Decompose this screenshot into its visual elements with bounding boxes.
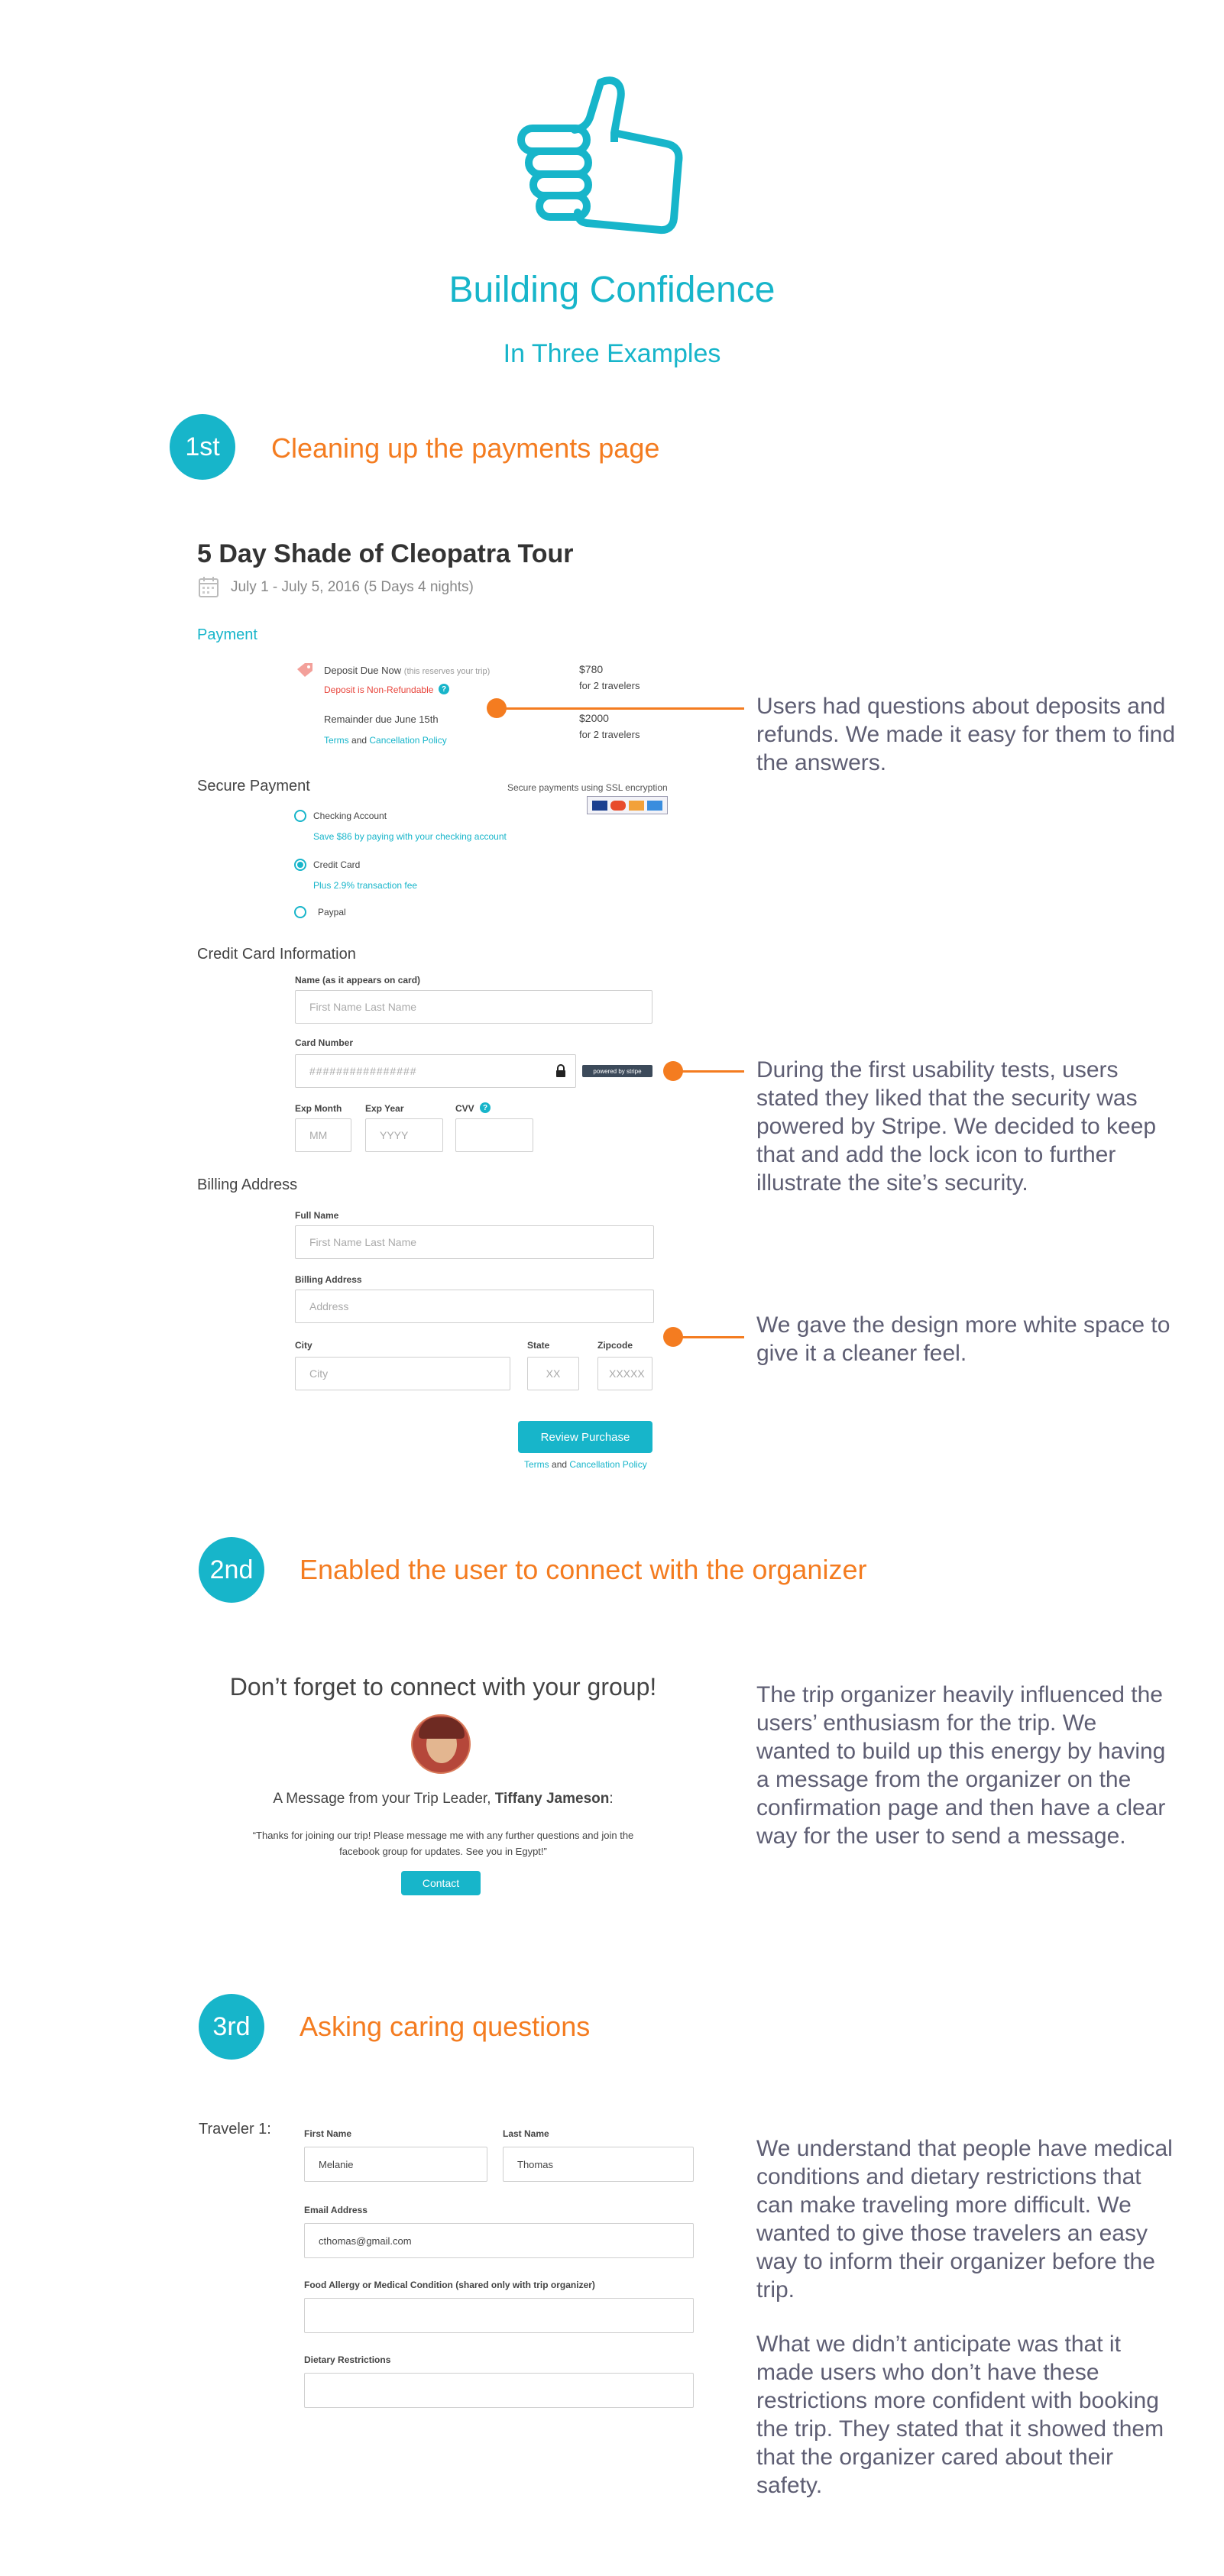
- ssl-text: Secure payments using SSL encryption: [507, 782, 668, 793]
- option-credit-label: Credit Card: [313, 859, 361, 870]
- note-caring-a: We understand that people have medical conditions and dietary restrictions that can make traveling more difficult. We wanted to give those travelers an easy way to inform their organizer before the trip.: [756, 2136, 1173, 2303]
- remainder-travelers: for 2 travelers: [579, 729, 640, 740]
- leader-name: Tiffany Jameson: [494, 1791, 610, 1807]
- review-terms-link[interactable]: Terms: [524, 1459, 549, 1470]
- allergy-input[interactable]: [304, 2298, 694, 2333]
- state-input[interactable]: XX: [527, 1357, 579, 1390]
- review-cancellation-link[interactable]: Cancellation Policy: [569, 1459, 647, 1470]
- section-title-1: Cleaning up the payments page: [271, 432, 660, 464]
- exp-month-label: Exp Month: [295, 1103, 342, 1114]
- cc-heading: Credit Card Information: [197, 946, 356, 963]
- card-number-label: Card Number: [295, 1037, 354, 1048]
- help-icon[interactable]: ?: [439, 684, 449, 694]
- terms-links: Terms and Cancellation Policy: [324, 735, 447, 746]
- cancellation-link[interactable]: Cancellation Policy: [369, 735, 447, 746]
- tour-dates: July 1 - July 5, 2016 (5 Days 4 nights): [231, 579, 474, 595]
- price-tag-icon: [296, 662, 314, 678]
- stripe-badge: powered by stripe: [582, 1065, 652, 1077]
- connect-heading: Don’t forget to connect with your group!: [229, 1673, 657, 1701]
- option-paypal-label: Paypal: [318, 907, 346, 917]
- cvv-help-icon[interactable]: ?: [480, 1102, 491, 1113]
- card-name-input[interactable]: First Name Last Name: [295, 990, 652, 1024]
- name-label: Name (as it appears on card): [295, 975, 421, 985]
- deposit-label: Deposit Due Now (this reserves your trip): [324, 665, 491, 676]
- deposit-travelers: for 2 travelers: [579, 680, 640, 691]
- traveler-label: Traveler 1:: [199, 2121, 271, 2137]
- radio-paypal[interactable]: [294, 906, 306, 918]
- deposit-warning: Deposit is Non-Refundable: [324, 684, 434, 695]
- discover-icon: [629, 801, 644, 811]
- cvv-label: CVV: [455, 1103, 474, 1114]
- zip-input[interactable]: XXXXX: [597, 1357, 652, 1390]
- callout-line-1: [504, 707, 744, 710]
- radio-checking[interactable]: [294, 810, 306, 822]
- page-title: Building Confidence: [448, 270, 776, 310]
- card-logos: [587, 796, 668, 814]
- city-label: City: [295, 1340, 312, 1351]
- cvv-input[interactable]: [455, 1118, 533, 1152]
- mastercard-icon: [610, 801, 626, 811]
- note-organizer: The trip organizer heavily influenced the users’ enthusiasm for the trip. We wanted to build up this energy by having a message from the organizer on the confirmation page and then have a clear way for the user to send a message.: [756, 1682, 1166, 1849]
- page-subtitle: In Three Examples: [503, 339, 721, 368]
- last-name-input[interactable]: Thomas: [503, 2147, 694, 2182]
- zip-label: Zipcode: [597, 1340, 633, 1351]
- secure-payment-heading: Secure Payment: [197, 778, 310, 794]
- email-label: Email Address: [304, 2205, 368, 2215]
- callout-line-3: [680, 1336, 744, 1338]
- remainder-amount: $2000: [579, 712, 609, 724]
- dietary-input[interactable]: [304, 2373, 694, 2408]
- exp-year-label: Exp Year: [365, 1103, 404, 1114]
- tour-title: 5 Day Shade of Cleopatra Tour: [197, 539, 574, 568]
- avatar: [411, 1714, 471, 1774]
- remainder-label: Remainder due June 15th: [324, 714, 439, 725]
- exp-month-input[interactable]: MM: [295, 1118, 351, 1152]
- section-title-2: Enabled the user to connect with the organizer: [300, 1554, 867, 1585]
- note-security: During the first usability tests, users stated they liked that the security was powered by Stripe. We decided to keep that and add the lock icon to further illustrate the site’s security.: [756, 1057, 1157, 1196]
- option-credit-note: Plus 2.9% transaction fee: [313, 880, 418, 891]
- full-name-input[interactable]: First Name Last Name: [295, 1225, 654, 1259]
- leader-quote: “Thanks for joining our trip! Please message me with any further questions and join the facebook group for updates. See you in Egypt!”: [252, 1830, 634, 1857]
- billing-address-input[interactable]: Address: [295, 1290, 654, 1323]
- leader-message: A Message from your Trip Leader, Tiffany Jameson:: [273, 1791, 614, 1807]
- first-name-label: First Name: [304, 2128, 352, 2139]
- section-title-3: Asking caring questions: [300, 2011, 591, 2042]
- state-label: State: [527, 1340, 550, 1351]
- full-name-label: Full Name: [295, 1210, 339, 1221]
- radio-credit-card[interactable]: [294, 859, 306, 871]
- allergy-label: Food Allergy or Medical Condition (shared only with trip organizer): [304, 2280, 595, 2290]
- option-checking-label: Checking Account: [313, 811, 387, 821]
- terms-link[interactable]: Terms: [324, 735, 349, 746]
- section-badge-2nd: 2nd: [199, 1537, 264, 1603]
- note-caring-b: What we didn’t anticipate was that it made users who don’t have these restrictions more confident with booking the trip. They stated that it showed them that the organizer cared about their safety.: [756, 2332, 1164, 2498]
- section-badge-1st: 1st: [170, 414, 235, 480]
- billing-address-label: Billing Address: [295, 1274, 362, 1285]
- city-input[interactable]: City: [295, 1357, 510, 1390]
- thumbs-up-icon: [516, 73, 697, 235]
- dietary-label: Dietary Restrictions: [304, 2354, 391, 2365]
- option-checking-note: Save $86 by paying with your checking account: [313, 831, 507, 842]
- note-whitespace: We gave the design more white space to give it a cleaner feel.: [756, 1312, 1171, 1366]
- visa-icon: [592, 801, 607, 811]
- payment-heading: Payment: [197, 626, 257, 643]
- callout-line-2: [680, 1070, 744, 1073]
- lock-icon: [555, 1064, 566, 1078]
- review-purchase-button[interactable]: Review Purchase: [518, 1421, 652, 1453]
- note-deposits: Users had questions about deposits and refunds. We made it easy for them to find the answers.: [756, 694, 1176, 775]
- email-input[interactable]: cthomas@gmail.com: [304, 2223, 694, 2258]
- section-badge-3rd: 3rd: [199, 1994, 264, 2060]
- exp-year-input[interactable]: YYYY: [365, 1118, 443, 1152]
- calendar-icon: [199, 576, 219, 597]
- card-number-input[interactable]: ################: [295, 1054, 576, 1088]
- billing-heading: Billing Address: [197, 1176, 298, 1193]
- amex-icon: [647, 801, 662, 811]
- deposit-amount: $780: [579, 663, 604, 675]
- contact-button[interactable]: Contact: [401, 1871, 481, 1895]
- review-terms-links: Terms and Cancellation Policy: [524, 1459, 647, 1470]
- last-name-label: Last Name: [503, 2128, 549, 2139]
- first-name-input[interactable]: Melanie: [304, 2147, 487, 2182]
